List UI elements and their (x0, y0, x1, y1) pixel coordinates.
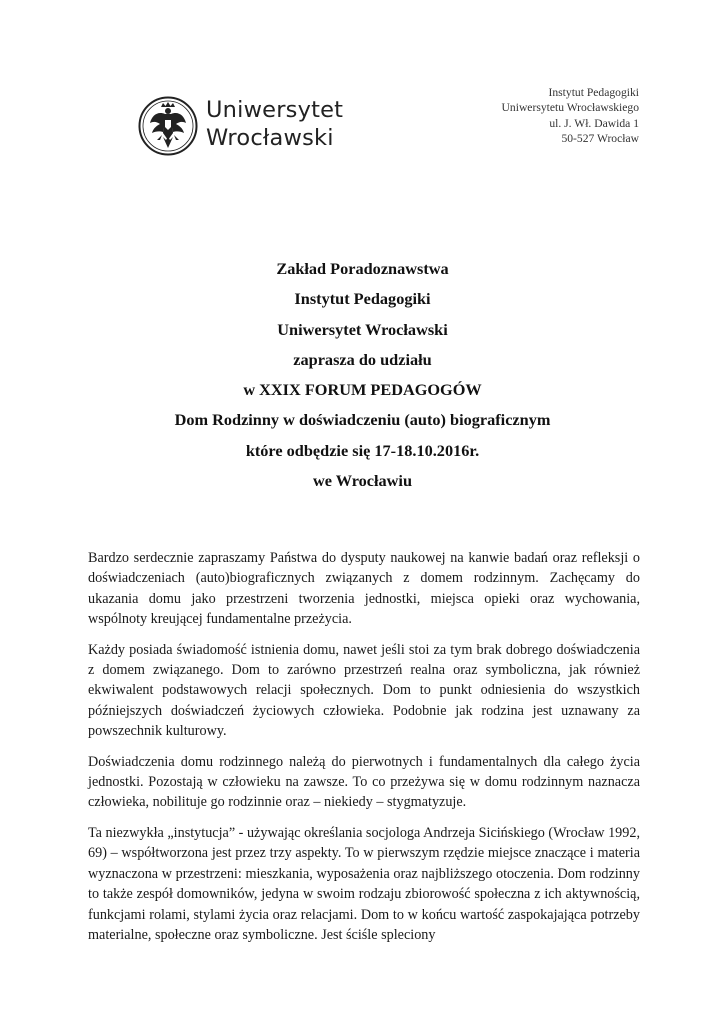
paragraph: Każdy posiada świadomość istnienia domu, nawet jeśli stoi za tym brak dobrego doświadczenia z domem związanego. Dom to zarówno przestrzeń realna oraz symboliczna, jak również ekwiwalent podstawowych relacji społecznych. Dom to punkt odniesienia do wszystkich późniejszych doświadczeń życiowych człowieka. Podobnie jak rodzina jest uznawany za powszechnik kulturowy. (88, 641, 640, 740)
logo-line-2: Wrocławski (206, 125, 334, 151)
institute-address (502, 85, 639, 147)
title-line: Instytut Pedagogiki (294, 289, 431, 309)
address-line: Instytut Pedagogiki (548, 86, 639, 99)
title-line: w XXIX FORUM PEDAGOGÓW (243, 380, 482, 400)
eagle-seal-icon (138, 93, 198, 159)
title-line: Zakład Poradoznawstwa (276, 259, 449, 278)
logo-text (206, 96, 343, 152)
address-line: 50-527 Wrocław (561, 132, 639, 146)
address-line: ul. J. Wł. Dawida 1 (549, 116, 639, 130)
invitation-title (0, 254, 725, 496)
body-text (88, 548, 640, 955)
paragraph: Doświadczenia domu rodzinnego należą do pierwotnych i fundamentalnych dla całego życia jednostki. Pozostają w człowieku na zawsze. To co przeżywa się w domu rodzinnym naznacza człowieka, nobilituje go rodzinnie oraz – niekiedy – stygmatyzuje. (88, 753, 640, 811)
address-line: Uniwersytetu Wrocławskiego (501, 101, 639, 115)
paragraph: Ta niezwykła „instytucja” - używając określania socjologa Andrzeja Sicińskiego (Wrocław 1992, 69) – współtworzona jest przez trzy aspekty. To w pierwszym rzędzie miejsce znaczące i materia wyznaczona w przestrzeni: mieszkania, wyposażenia oraz najbliższego otoczenia. Dom rodzinny to także zespół domowników, jedyna w swoim rodzaju zbiorowość społeczna z ich aktywnością, funkcjami rolami, stylami życia oraz relacjami. Dom to w końcu wartość zaspokajająca potrzeby materialne, społeczne oraz symboliczne. Jest ściśle spleciony (88, 824, 640, 943)
university-logo (138, 90, 344, 162)
logo-line-1: Uniwersytet (206, 97, 344, 123)
title-line: Dom Rodzinny w doświadczeniu (auto) biograficznym (174, 410, 551, 430)
title-line: Uniwersytet Wrocławski (277, 319, 448, 339)
title-line: zaprasza do udziału (293, 349, 432, 369)
title-line: we Wrocławiu (312, 471, 413, 491)
paragraph: Bardzo serdecznie zapraszamy Państwa do dysputy naukowej na kanwie badań oraz refleksji o doświadczeniach (auto)biograficznych związanych z domem rodzinnym. Zachęcamy do ukazania domu jako przestrzeni tworzenia jednostki, miejsca opieki oraz wychowania, wspólnoty kreującej fundamentalne przeżycia. (88, 550, 640, 628)
title-line: które odbędzie się 17-18.10.2016r. (245, 440, 480, 460)
